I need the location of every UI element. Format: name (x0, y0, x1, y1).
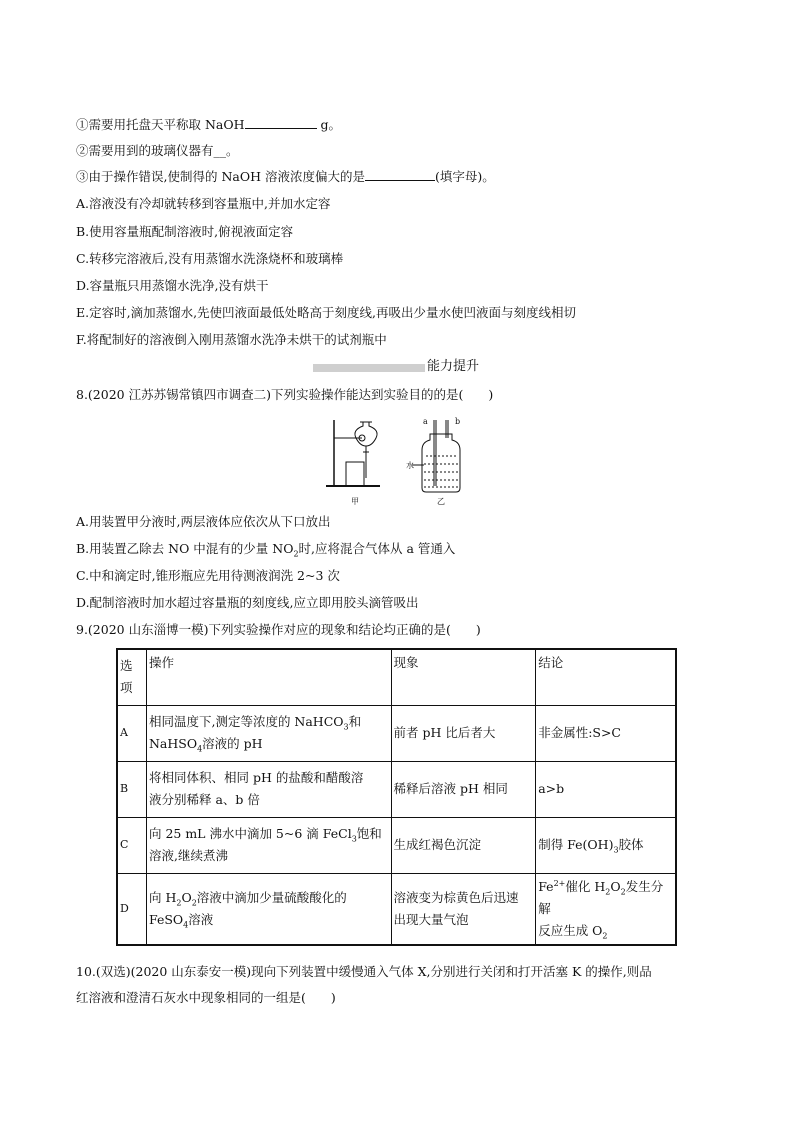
q7-option-a: A.溶液没有冷却就转移到容量瓶中,并加水定容 (76, 196, 331, 211)
label-b: b (455, 417, 461, 426)
q7-item2: ②需要用到的玻璃仪器有__。 (76, 143, 239, 158)
table-row (117, 761, 676, 817)
table-row (117, 873, 676, 945)
row-phenomenon: 生成红褐色沉淀 (391, 817, 536, 873)
q7-option-c: C.转移完溶液后,没有用蒸馏水洗涤烧杯和玻璃棒 (76, 251, 344, 266)
q10-line1: 10.(双选)(2020 山东泰安一模)现向下列装置中缓慢通入气体 X,分别进行关闭和打开活塞 K 的操作,则品 (76, 964, 652, 979)
q8-option-b (76, 541, 455, 557)
header-option-l2: 项 (120, 680, 133, 696)
header-option-l1: 选 (120, 658, 133, 674)
q8-option-a: A.用装置甲分液时,两层液体应依次从下口放出 (76, 514, 331, 529)
row-op-line2: FeSO$_4$溶液 (148, 911, 214, 929)
row-operation (146, 705, 391, 761)
table-header-row (117, 649, 676, 705)
row-conc-line1: $Fe^{2+}$催化 $H_2O_2$发生分解 (538, 878, 664, 916)
subscript: 2 (293, 549, 299, 559)
row-operation (146, 873, 391, 945)
q8-option-b-text-2: 时,应将混合气体从 a 管通入 (298, 541, 456, 556)
q7-item1-text: ①需要用托盘天平称取 NaOH (76, 117, 245, 132)
row-op-line1: 向 $H_2O_2$溶液中滴加少量硫酸酸化的 (148, 889, 347, 907)
row-ph-line2: 出现大量气泡 (393, 911, 469, 927)
q8-option-b-text: B.用装置乙除去 NO 中混有的少量 NO (76, 541, 294, 556)
row-label: A (117, 705, 146, 761)
row-op-line1: 相同温度下,测定等浓度的 NaHCO$_3$和 (148, 714, 362, 732)
row-conc-line2: 反应生成 $O_2$ (538, 922, 608, 940)
row-label: B (117, 761, 146, 817)
row-op-line2: 液分别稀释 a、b 倍 (148, 792, 260, 807)
q7-option-f: F.将配制好的溶液倒入刚用蒸馏水洗净未烘干的试剂瓶中 (76, 332, 387, 347)
row-op-line1: 向 25 mL 沸水中滴加 5~6 滴 FeCl$_3$饱和 (148, 826, 382, 844)
row-op-line1: 将相同体积、相同 pH 的盐酸和醋酸溶 (148, 770, 364, 785)
q7-option-b: B.使用容量瓶配制溶液时,俯视液面定容 (76, 224, 294, 239)
label-jia: 甲 (351, 497, 359, 506)
q9-stem: 9.(2020 山东淄博一模)下列实验操作对应的现象和结论均正确的是( ) (76, 622, 481, 637)
header-operation: 操作 (146, 649, 391, 705)
q10-line2: 红溶液和澄清石灰水中现象相同的一组是( ) (76, 990, 336, 1005)
label-a: a (423, 417, 428, 426)
q7-item3-hint: (填字母)。 (434, 169, 495, 184)
row-phenomenon: 前者 pH 比后者大 (391, 705, 536, 761)
q7-item3 (76, 169, 495, 185)
row-phenomenon (391, 873, 536, 945)
row-conclusion (536, 873, 676, 945)
row-conclusion: 制得 $Fe(OH)_3$胶体 (536, 817, 676, 873)
q7-option-d: D.容量瓶只用蒸馏水洗净,没有烘干 (76, 278, 269, 293)
section-bar (313, 364, 425, 372)
row-operation (146, 761, 391, 817)
row-op-line2: NaHSO$_4$溶液的 pH (148, 736, 263, 754)
q8-stem: 8.(2020 江苏苏锡常镇四市调查二)下列实验操作能达到实验目的的是( ) (76, 387, 494, 402)
label-yi: 乙 (437, 497, 445, 506)
table-row (117, 817, 676, 873)
row-op-line2: 溶液,继续煮沸 (148, 848, 228, 863)
header-phenomenon: 现象 (391, 649, 536, 705)
row-ph-line1: 溶液变为棕黄色后迅速 (393, 889, 519, 905)
q8-option-d: D.配制溶液时加水超过容量瓶的刻度线,应立即用胶头滴管吸出 (76, 595, 419, 610)
header-option (117, 649, 146, 705)
answer-blank[interactable] (245, 117, 317, 129)
row-conclusion: a>b (536, 761, 676, 817)
row-operation (146, 817, 391, 873)
q7-option-e: E.定容时,滴加蒸馏水,先使凹液面最低处略高于刻度线,再吸出少量水使凹液面与刻度线相切 (76, 305, 577, 320)
answer-blank[interactable] (365, 169, 435, 181)
row-conclusion: 非金属性:S>C (536, 705, 676, 761)
row-phenomenon: 稀释后溶液 pH 相同 (391, 761, 536, 817)
row-label: D (117, 873, 146, 945)
q7-item3-text: ③由于操作错误,使制得的 NaOH 溶液浓度偏大的是 (76, 169, 365, 184)
label-water: 水 (406, 461, 414, 470)
header-conclusion: 结论 (536, 649, 676, 705)
q9-table (116, 648, 677, 946)
q8-option-c: C.中和滴定时,锥形瓶应先用待测液润洗 2~3 次 (76, 568, 340, 583)
apparatus-figure (322, 416, 492, 511)
section-title: 能力提升 (427, 359, 480, 374)
q7-item1-unit: g。 (316, 117, 341, 132)
table-row (117, 705, 676, 761)
row-label: C (117, 817, 146, 873)
q7-item1 (76, 117, 341, 133)
